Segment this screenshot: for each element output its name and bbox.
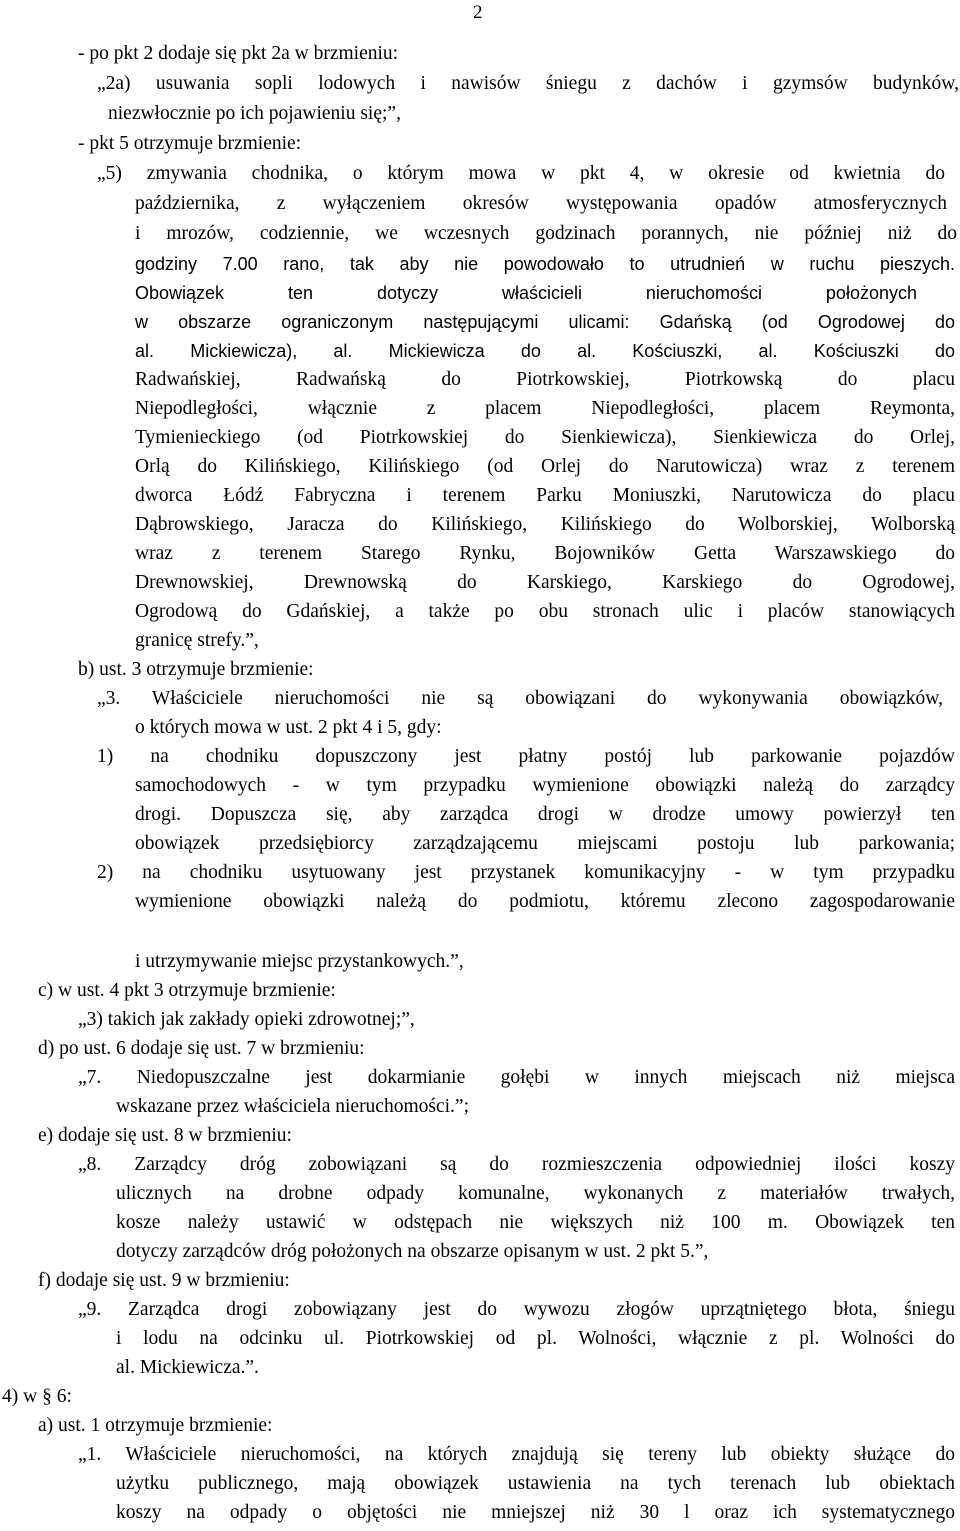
text-line: „2a) usuwania sopli lodowych i nawisów śniegu z dachów i gzymsów budynków, xyxy=(97,73,959,94)
text-line: dotyczy zarządców dróg położonych na obszarze opisanym w ust. 2 pkt 5.”, xyxy=(116,1241,709,1262)
text-line: 4) w § 6: xyxy=(2,1386,72,1407)
text-line: Orlą do Kilińskiego, Kilińskiego (od Orlej do Narutowicza) wraz z terenem xyxy=(135,456,955,477)
text-line: „3. Właściciele nieruchomości nie są obowiązani do wykonywania obowiązków, xyxy=(97,688,943,709)
text-line: godziny 7.00 rano, tak aby nie powodowało to utrudnień w ruchu pieszych. xyxy=(135,254,955,274)
text-line: drogi. Dopuszcza się, aby zarządca drogi w drodze umowy powierzył ten xyxy=(135,804,955,825)
text-line: Niepodległości, włącznie z placem Niepodległości, placem Reymonta, xyxy=(135,398,955,419)
text-line: o których mowa w ust. 2 pkt 4 i 5, gdy: xyxy=(135,717,442,738)
text-line: e) dodaje się ust. 8 w brzmieniu: xyxy=(38,1125,292,1146)
text-line: Ogrodową do Gdańskiej, a także po obu stronach ulic i placów stanowiących xyxy=(135,601,955,622)
text-line: al. Mickiewicza.”. xyxy=(116,1357,259,1378)
text-line: w obszarze ograniczonym następującymi ulicami: Gdańską (od Ogrodowej do xyxy=(135,312,955,332)
text-line: i lodu na odcinku ul. Piotrkowskiej od pl. Wolności, włącznie z pl. Wolności do xyxy=(116,1328,955,1349)
text-line: użytku publicznego, mają obowiązek ustawienia na tych terenach lub obiektach xyxy=(116,1473,955,1494)
text-line: „3) takich jak zakłady opieki zdrowotnej;”, xyxy=(78,1009,415,1030)
text-line: 2) na chodniku usytuowany jest przystanek komunikacyjny - w tym przypadku xyxy=(97,862,955,883)
text-line: al. Mickiewicza), al. Mickiewicza do al. Kościuszki, al. Kościuszki do xyxy=(135,341,955,361)
text-line: kosze należy ustawić w odstępach nie większych niż 100 m. Obowiązek ten xyxy=(116,1212,955,1233)
text-line: dworca Łódź Fabryczna i terenem Parku Moniuszki, Narutowicza do placu xyxy=(135,485,955,506)
text-line: Radwańskiej, Radwańską do Piotrkowskiej, Piotrkowską do placu xyxy=(135,369,955,390)
text-line: 1) na chodniku dopuszczony jest płatny postój lub parkowanie pojazdów xyxy=(97,746,955,767)
text-line: „9. Zarządca drogi zobowiązany jest do wywozu złogów uprzątniętego błota, śniegu xyxy=(78,1299,955,1320)
text-line: b) ust. 3 otrzymuje brzmienie: xyxy=(78,659,314,680)
text-line: października, z wyłączeniem okresów występowania opadów atmosferycznych xyxy=(135,193,947,214)
text-line: wraz z terenem Starego Rynku, Bojowników Getta Warszawskiego do xyxy=(135,543,955,564)
text-line: „8. Zarządcy dróg zobowiązani są do rozmieszczenia odpowiedniej ilości koszy xyxy=(78,1154,955,1175)
text-line: samochodowych - w tym przypadku wymienione obowiązki należą do zarządcy xyxy=(135,775,955,796)
text-line: ulicznych na drobne odpady komunalne, wykonanych z materiałów trwałych, xyxy=(116,1183,955,1204)
text-line: koszy na odpady o objętości nie mniejszej niż 30 l oraz ich systematycznego xyxy=(116,1502,955,1523)
text-line: Dąbrowskiego, Jaracza do Kilińskiego, Kilińskiego do Wolborskiej, Wolborską xyxy=(135,514,955,535)
text-line: Obowiązek ten dotyczy właścicieli nieruchomości położonych xyxy=(135,283,917,303)
text-line: f) dodaje się ust. 9 w brzmieniu: xyxy=(38,1270,290,1291)
text-line: „7. Niedopuszczalne jest dokarmianie gołębi w innych miejscach niż miejsca xyxy=(78,1067,955,1088)
text-line: - po pkt 2 dodaje się pkt 2a w brzmieniu: xyxy=(78,43,399,64)
text-line: granicę strefy.”, xyxy=(135,630,259,651)
text-line: - pkt 5 otrzymuje brzmienie: xyxy=(78,133,302,154)
text-line: obowiązek przedsiębiorcy zarządzającemu miejscami postoju lub parkowania; xyxy=(135,833,955,854)
text-line: d) po ust. 6 dodaje się ust. 7 w brzmieniu: xyxy=(38,1038,365,1059)
text-line: niezwłocznie po ich pojawieniu się;”, xyxy=(108,103,401,124)
text-line: i mrozów, codziennie, we wczesnych godzinach porannych, nie później niż do xyxy=(135,223,957,244)
text-line: „1. Właściciele nieruchomości, na których znajdują się tereny lub obiekty służące do xyxy=(78,1444,955,1465)
text-line: Drewnowskiej, Drewnowską do Karskiego, Karskiego do Ogrodowej, xyxy=(135,572,955,593)
text-line: wskazane przez właściciela nieruchomości.”; xyxy=(116,1096,469,1117)
text-line: a) ust. 1 otrzymuje brzmienie: xyxy=(38,1415,273,1436)
text-line: Tymienieckiego (od Piotrkowskiej do Sienkiewicza), Sienkiewicza do Orlej, xyxy=(135,427,955,448)
text-line: wymienione obowiązki należą do podmiotu, któremu zlecono zagospodarowanie xyxy=(135,891,955,912)
text-line: i utrzymywanie miejsc przystankowych.”, xyxy=(135,951,464,972)
text-line: „5) zmywania chodnika, o którym mowa w pkt 4, w okresie od kwietnia do xyxy=(97,163,945,184)
text-line: c) w ust. 4 pkt 3 otrzymuje brzmienie: xyxy=(38,980,336,1001)
page-number: 2 xyxy=(473,2,483,23)
